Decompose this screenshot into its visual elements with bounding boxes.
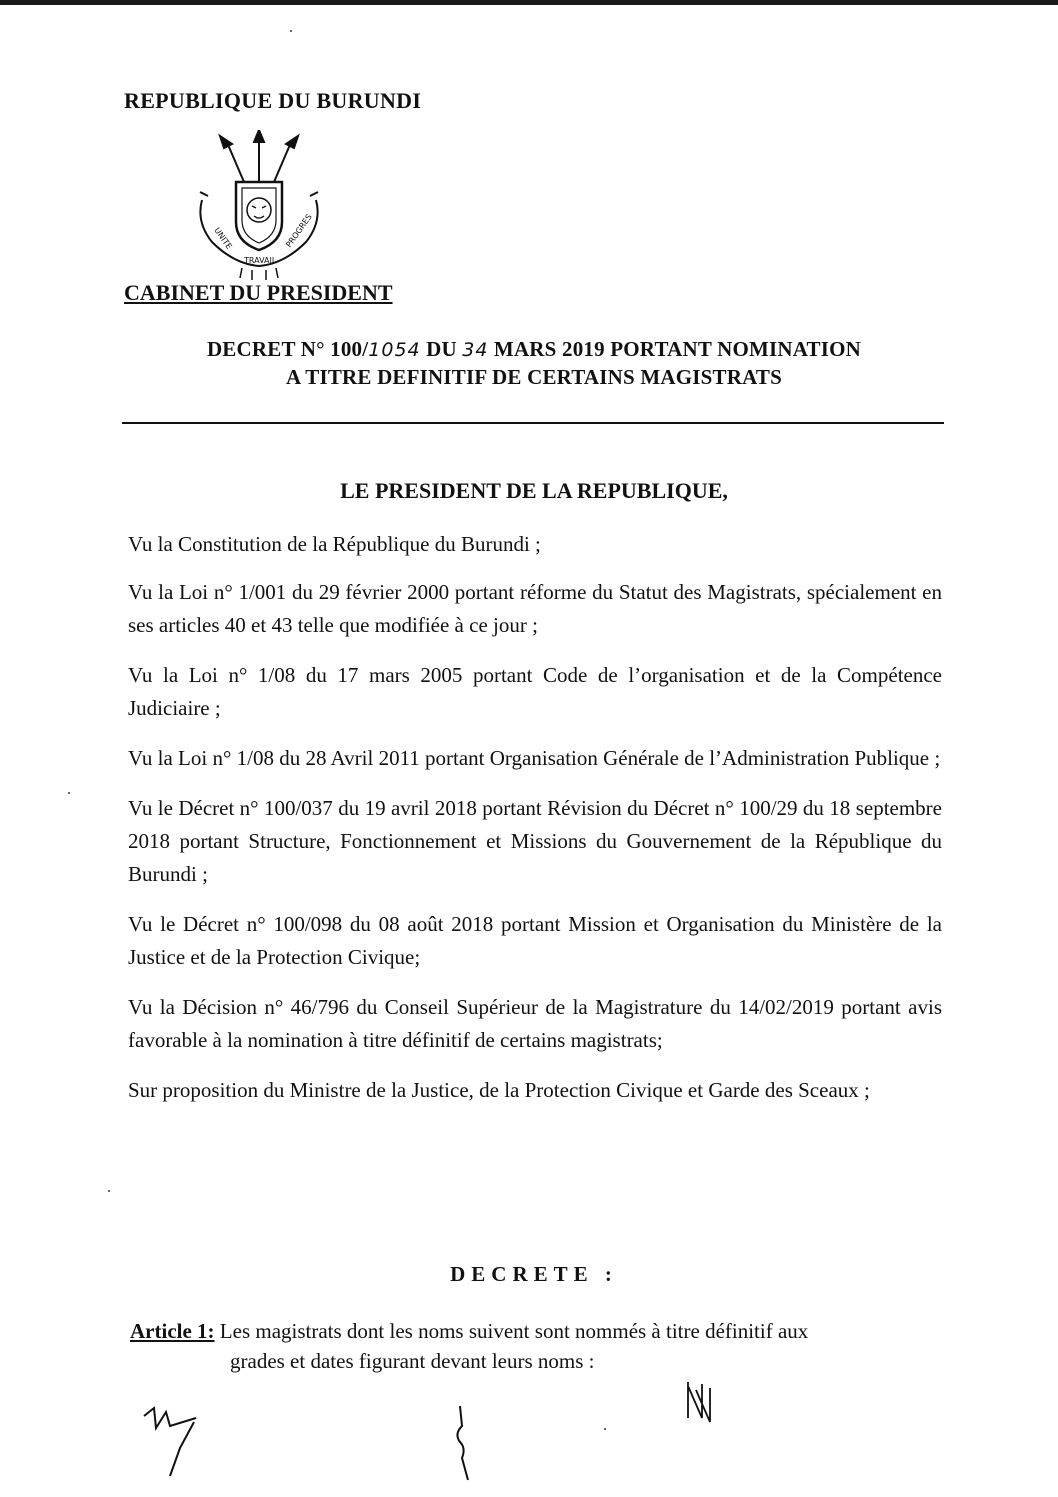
republic-heading: REPUBLIQUE DU BURUNDI: [124, 88, 422, 113]
article-1: [130, 1316, 946, 1376]
preamble-paragraph: Vu la Décision n° 46/796 du Conseil Supérieur de la Magistrature du 14/02/2019 portant avis favorable à la nomination à titre définitif de certains magistrats;: [128, 995, 942, 1052]
motto-left: UNITE: [212, 225, 234, 251]
preamble-paragraph: Vu la Loi n° 1/08 du 28 Avril 2011 portant Organisation Générale de l’Administration Publique ;: [128, 746, 941, 770]
scan-speck: [108, 1190, 110, 1192]
handwritten-day: 34: [462, 339, 489, 361]
cabinet-heading: CABINET DU PRESIDENT: [124, 280, 393, 305]
preamble-body: [128, 528, 942, 1124]
decree-prefix: DECRET N° 100/: [206, 337, 369, 361]
preamble-paragraph: Sur proposition du Ministre de la Justice, de la Protection Civique et Garde des Sceaux ;: [128, 1078, 870, 1102]
article-1-label: Article 1:: [130, 1319, 215, 1343]
president-heading: LE PRESIDENT DE LA REPUBLIQUE,: [340, 478, 728, 503]
scan-speck: [604, 1428, 606, 1430]
motto-right: PROGRES: [284, 212, 314, 250]
decree-title: [124, 336, 944, 391]
scan-speck: [290, 30, 292, 32]
initials-signature-2-icon: [444, 1400, 484, 1490]
preamble-paragraph: Vu la Loi n° 1/08 du 17 mars 2005 portant Code de l’organisation et de la Compétence Judiciaire ;: [128, 663, 942, 720]
scan-top-edge: [0, 0, 1058, 5]
handwritten-decree-number: 1054: [368, 339, 421, 361]
decrete-heading: DECRETE :: [450, 1262, 618, 1286]
coat-of-arms-icon: [186, 130, 332, 280]
initials-signature-3-icon: [680, 1378, 720, 1438]
motto-center: TRAVAIL: [244, 256, 277, 265]
preamble-paragraph: Vu la Constitution de la République du Burundi ;: [128, 532, 541, 556]
preamble-paragraph: Vu la Loi n° 1/001 du 29 février 2000 portant réforme du Statut des Magistrats, spécialement en ses articles 40 et 43 telle que modifiée à ce jour ;: [128, 580, 942, 637]
preamble-paragraph: Vu le Décret n° 100/037 du 19 avril 2018 portant Révision du Décret n° 100/29 du 18 septembre 2018 portant Structure, Fonctionnement et Missions du Gouvernement de la République du Burundi ;: [128, 796, 942, 886]
decree-title-line1: [124, 336, 944, 364]
preamble-paragraph: Vu le Décret n° 100/098 du 08 août 2018 portant Mission et Organisation du Ministère de la Justice et de la Protection Civique;: [128, 912, 942, 969]
scan-speck: [68, 792, 70, 794]
article-1-line1: Les magistrats dont les noms suivent sont nommés à titre définitif aux: [214, 1319, 809, 1343]
decree-middle: DU: [420, 337, 463, 361]
initials-signature-1-icon: [140, 1398, 210, 1488]
article-1-line2: grades et dates figurant devant leurs noms :: [230, 1349, 595, 1373]
title-divider: [122, 422, 944, 424]
decree-title-line2: A TITRE DEFINITIF DE CERTAINS MAGISTRATS: [285, 365, 782, 389]
decree-suffix: MARS 2019 PORTANT NOMINATION: [488, 337, 862, 361]
